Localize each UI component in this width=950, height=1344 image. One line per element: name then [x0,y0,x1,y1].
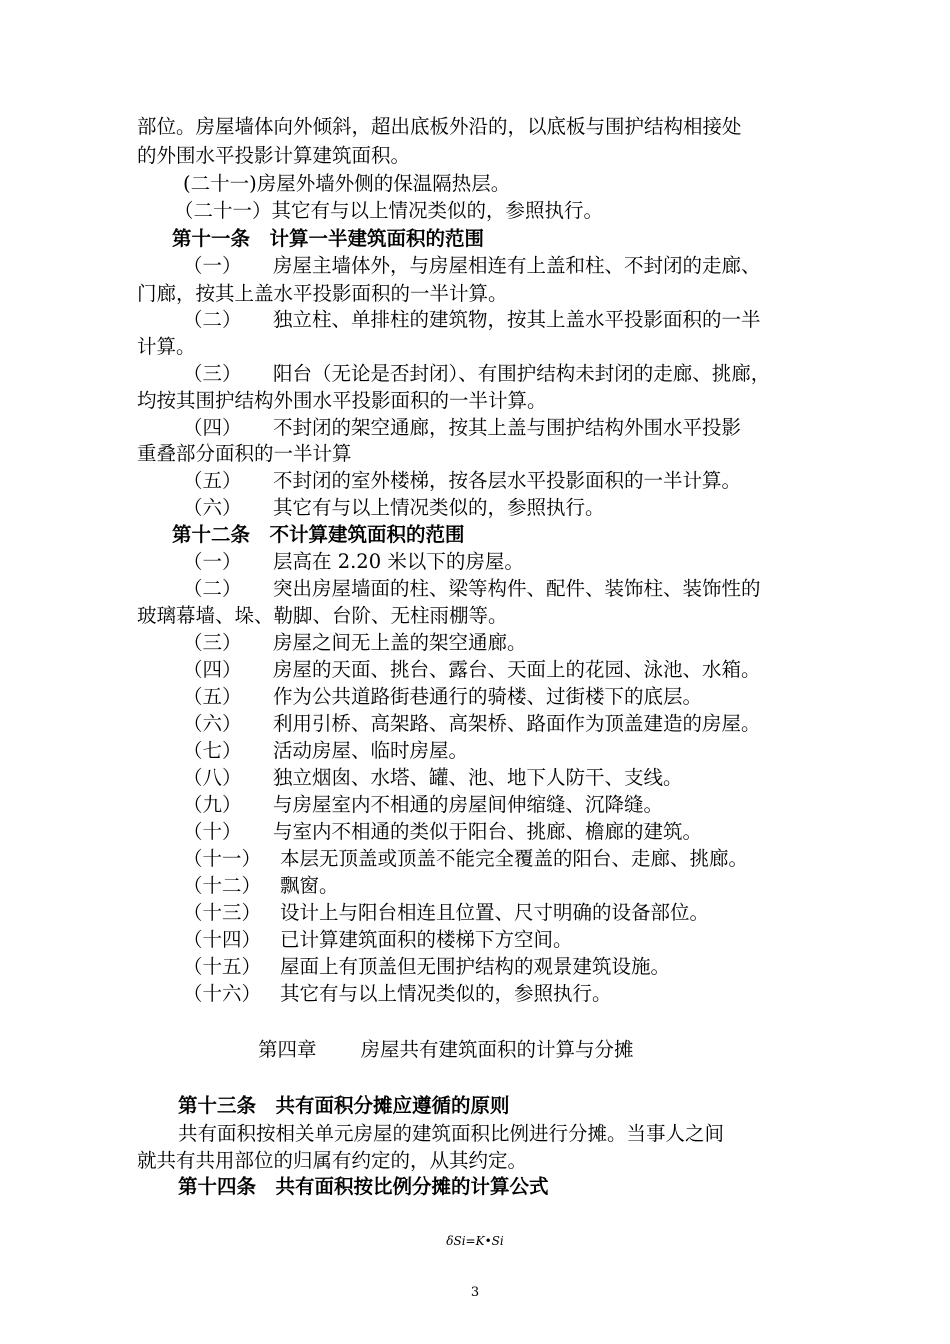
article-heading: 第十二条 不计算建筑面积的范围 [172,523,465,546]
list-item-continuation: 门廊，按其上盖水平投影面积的一半计算。 [137,282,508,305]
item-number: （八） [183,766,242,789]
chapter-label: 第四章 [258,1038,317,1061]
item-number: （四） [183,658,242,681]
item-text: 其它有与以上情况类似的，参照执行。 [273,496,605,519]
list-item [183,656,863,683]
list-item [183,548,863,575]
list-item-continuation: 重叠部分面积的一半计算 [137,442,352,465]
item-number: （十五） [183,955,262,978]
list-item [183,872,863,899]
item-text: 与室内不相通的类似于阳台、挑廊、檐廊的建筑。 [273,820,703,843]
item-number: （六） [183,496,242,519]
item-number: （十六） [183,982,262,1005]
list-item [183,306,863,333]
list-item [183,494,863,521]
item-number: （十一） [183,847,262,870]
list-item [183,953,863,980]
item-text: 活动房屋、临时房屋。 [273,739,469,762]
paragraph-line: 就共有共用部位的归属有约定的，从其约定。 [137,1149,528,1172]
list-item-continuation: 玻璃幕墙、垛、勒脚、台阶、无柱雨棚等。 [137,604,508,627]
item-number: （五） [183,469,242,492]
paragraph-line: (二十一)房屋外墙外侧的保温隔热层。 [183,172,511,195]
item-text: 独立烟囱、水塔、罐、池、地下人防干、支线。 [273,766,683,789]
item-number: （四） [183,416,242,439]
item-text: 房屋的天面、挑台、露台、天面上的花园、泳池、水箱。 [273,658,761,681]
item-text: 设计上与阳台相连且位置、尺寸明确的设备部位。 [280,901,710,924]
item-text: 屋面上有顶盖但无围护结构的观景建筑设施。 [280,955,671,978]
item-number: （三） [183,362,242,385]
item-text: 房屋之间无上盖的架空通廊。 [273,631,527,654]
item-text: 不封闭的架空通廊，按其上盖与围护结构外围水平投影 [273,416,742,439]
paragraph-line: 共有面积按相关单元房屋的建筑面积比例进行分摊。当事人之间 [178,1122,725,1145]
list-item-continuation: 计算。 [137,335,196,358]
item-number: （十） [183,820,242,843]
list-item [183,845,863,872]
item-text: 房屋主墙体外，与房屋相连有上盖和柱、不封闭的走廊、 [273,254,761,277]
item-text: 独立柱、单排柱的建筑物，按其上盖水平投影面积的一半 [273,308,761,331]
chapter-heading [258,1036,634,1063]
item-number: （五） [183,685,242,708]
list-item [183,467,863,494]
list-item [183,683,863,710]
article-heading: 第十三条 共有面积分摊应遵循的原则 [178,1094,510,1117]
item-text: 其它有与以上情况类似的，参照执行。 [280,982,612,1005]
list-item [183,629,863,656]
list-item [183,980,863,1007]
paragraph-line: 的外围水平投影计算建筑面积。 [137,144,411,167]
item-number: （七） [183,739,242,762]
item-text: 阳台（无论是否封闭）、有围护结构未封闭的走廊、挑廊， [273,362,771,385]
formula: δSi=K•Si [446,1234,504,1248]
item-text: 不封闭的室外楼梯，按各层水平投影面积的一半计算。 [273,469,742,492]
chapter-title: 房屋共有建筑面积的计算与分摊 [360,1038,634,1061]
item-number: （一） [183,550,242,573]
item-text: 层高在 2.20 米以下的房屋。 [273,550,524,573]
item-number: （十四） [183,928,262,951]
item-text: 已计算建筑面积的楼梯下方空间。 [280,928,573,951]
list-item [183,710,863,737]
item-number: （一） [183,254,242,277]
list-item [183,764,863,791]
item-number: （二） [183,577,242,600]
list-item [183,737,863,764]
list-item [183,252,863,279]
list-item [183,575,863,602]
item-number: （三） [183,631,242,654]
item-number: （十三） [183,901,262,924]
list-item [183,414,863,441]
list-item [183,360,863,387]
list-item [183,899,863,926]
item-text: 作为公共道路街巷通行的骑楼、过街楼下的底层。 [273,685,703,708]
item-text: 本层无顶盖或顶盖不能完全覆盖的阳台、走廊、挑廊。 [280,847,749,870]
article-heading: 第十一条 计算一半建筑面积的范围 [172,227,485,250]
list-item [183,926,863,953]
item-text: 突出房屋墙面的柱、梁等构件、配件、装饰柱、装饰性的 [273,577,761,600]
list-item-continuation: 均按其围护结构外围水平投影面积的一半计算。 [137,389,547,412]
item-number: （二） [183,308,242,331]
item-text: 利用引桥、高架路、高架桥、路面作为顶盖建造的房屋。 [273,712,761,735]
item-number: （六） [183,712,242,735]
paragraph-line: 部位。房屋墙体向外倾斜，超出底板外沿的，以底板与围护结构相接处 [137,115,742,138]
paragraph-line: （二十一）其它有与以上情况类似的，参照执行。 [174,199,604,222]
page-number: 3 [470,1285,480,1300]
item-text: 飘窗。 [280,874,339,897]
article-heading: 第十四条 共有面积按比例分摊的计算公式 [178,1175,549,1198]
list-item [183,818,863,845]
item-number: （九） [183,793,242,816]
item-number: （十二） [183,874,262,897]
list-item [183,791,863,818]
item-text: 与房屋室内不相通的房屋间伸缩缝、沉降缝。 [273,793,664,816]
